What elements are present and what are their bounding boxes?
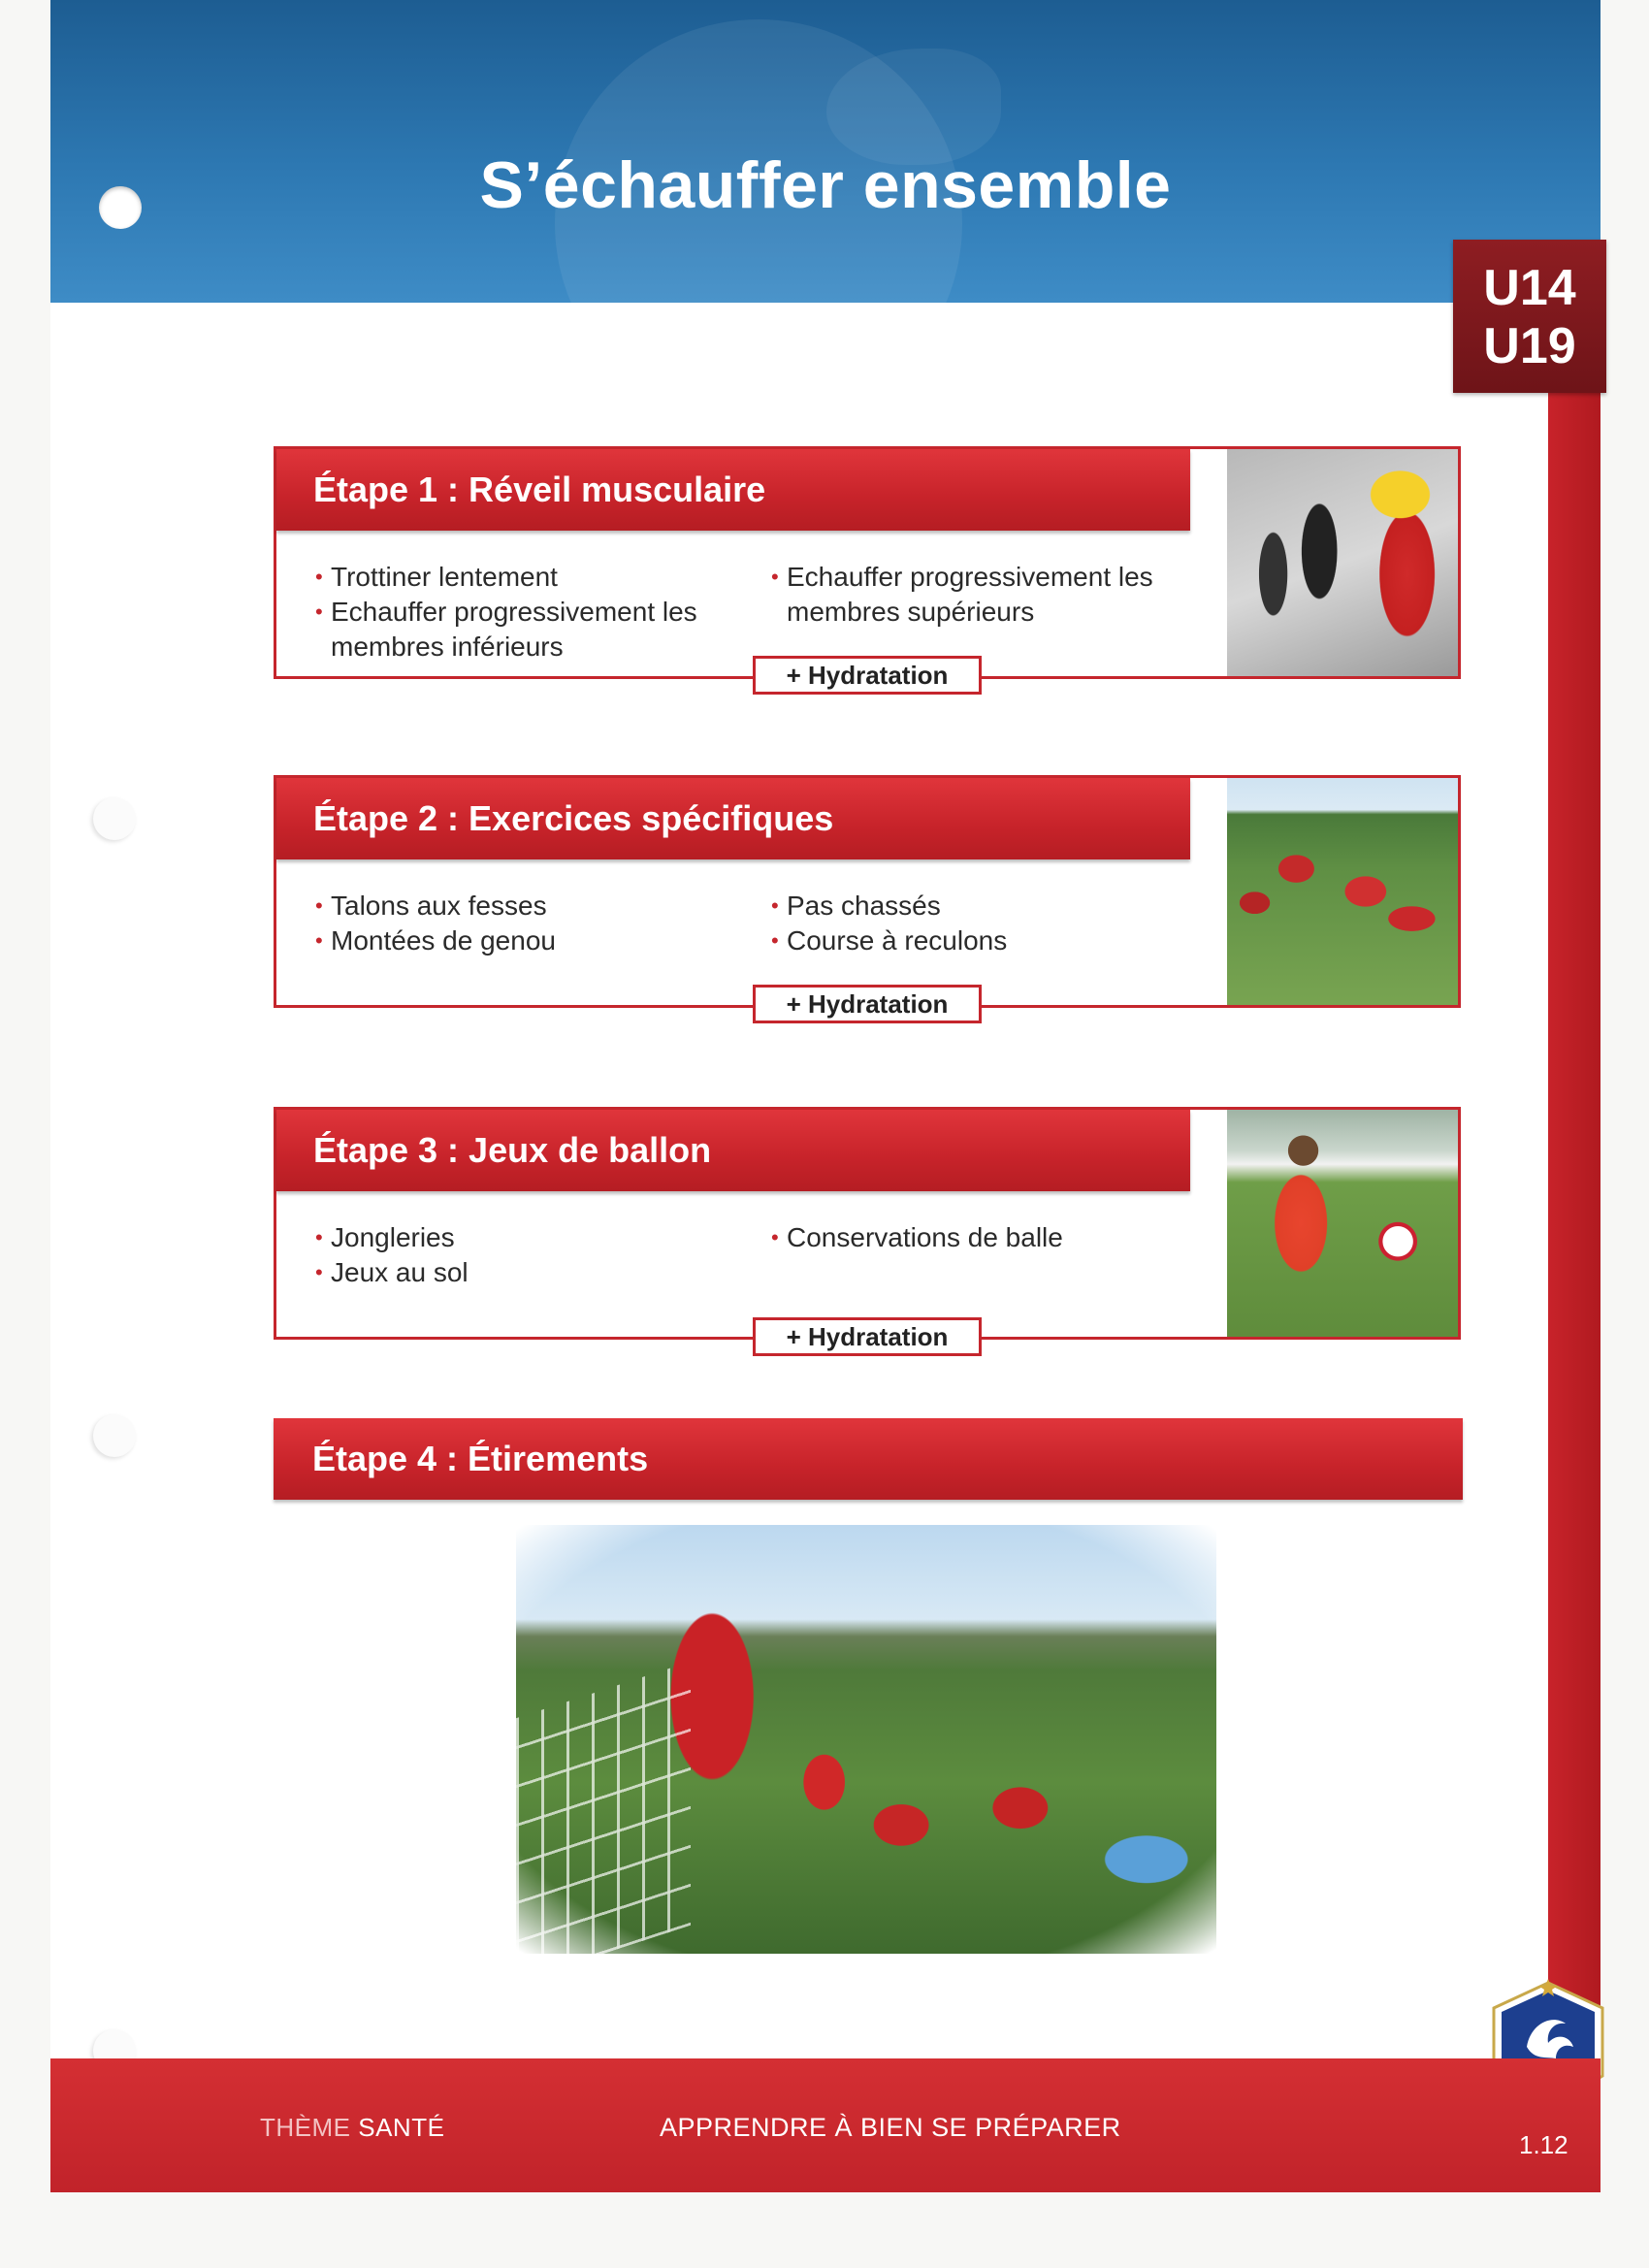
step-2-box	[274, 775, 1461, 1008]
footer-theme	[260, 2113, 444, 2143]
list-item: • Talons aux fesses	[315, 889, 742, 923]
step-2-right-list	[771, 889, 1159, 958]
step-4-photo-team-stretching	[516, 1525, 1216, 1954]
list-item: • Montées de genou	[315, 923, 742, 958]
step-1-box	[274, 446, 1461, 679]
list-item: • Trottiner lentement	[315, 560, 742, 595]
right-red-bar	[1548, 303, 1600, 2058]
step-2-photo-group-exercises	[1227, 778, 1458, 1005]
list-item: • Jongleries	[315, 1220, 742, 1255]
list-item: • Echauffer progressivement les membres supérieurs	[771, 560, 1159, 630]
step-1-title: Étape 1 : Réveil musculaire	[276, 449, 1190, 531]
punch-hole-icon	[93, 1414, 136, 1457]
list-item: • Pas chassés	[771, 889, 1159, 923]
step-1-hydration-badge: + Hydratation	[753, 656, 982, 695]
step-4-title: Étape 4 : Étirements	[274, 1418, 1463, 1500]
step-2-title: Étape 2 : Exercices spécifiques	[276, 778, 1190, 859]
page-number: 1.12	[1519, 2130, 1568, 2159]
punch-hole-icon	[93, 797, 136, 840]
step-3-left-list	[315, 1220, 742, 1290]
page-title: S’échauffer ensemble	[479, 148, 1172, 222]
step-1-left-list	[315, 560, 742, 664]
step-3-right-list	[771, 1220, 1159, 1255]
age-category-badge	[1453, 240, 1606, 393]
step-3-hydration-badge: + Hydratation	[753, 1317, 982, 1356]
list-item: • Conservations de balle	[771, 1220, 1159, 1255]
fence-graphic	[516, 1662, 691, 1954]
punch-hole-icon	[99, 186, 142, 229]
list-item: • Jeux au sol	[315, 1255, 742, 1290]
step-3-title: Étape 3 : Jeux de ballon	[276, 1110, 1190, 1191]
step-3-box	[274, 1107, 1461, 1340]
list-item: • Course à reculons	[771, 923, 1159, 958]
list-item: • Echauffer progressivement les membres inférieurs	[315, 595, 742, 664]
footer-theme-label: THÈME	[260, 2113, 351, 2142]
footer-theme-value: SANTÉ	[358, 2113, 445, 2142]
age-badge-line-1: U14	[1483, 260, 1576, 316]
step-2-left-list	[315, 889, 742, 958]
footer-subtitle: APPRENDRE À BIEN SE PRÉPARER	[660, 2113, 1121, 2142]
age-badge-line-2: U19	[1483, 318, 1576, 374]
step-3-photo-boy-with-ball	[1227, 1110, 1458, 1337]
step-1-photo-running-players	[1227, 449, 1458, 676]
step-2-hydration-badge: + Hydratation	[753, 985, 982, 1023]
step-1-right-list	[771, 560, 1159, 630]
